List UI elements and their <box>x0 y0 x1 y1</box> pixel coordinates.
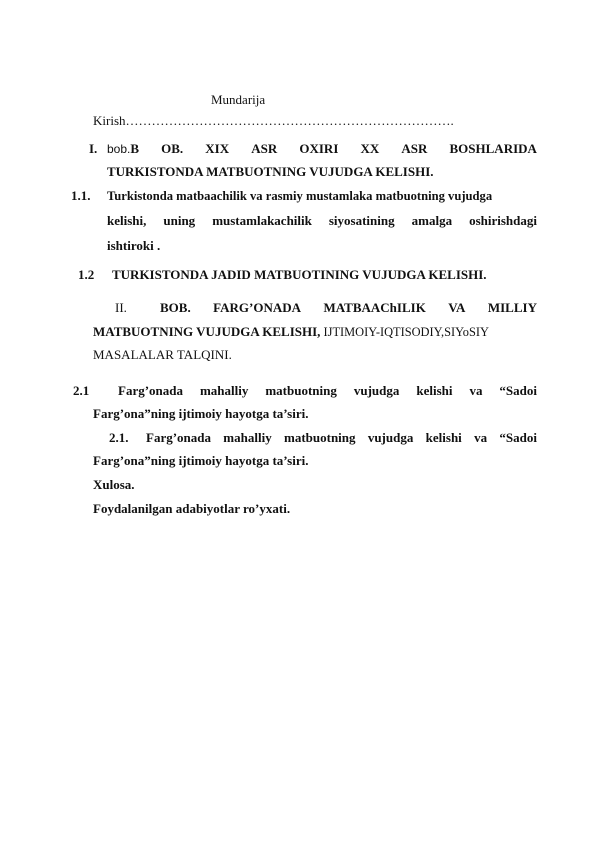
section-2-1-word: va <box>469 383 483 398</box>
bob2-title-line1 <box>160 300 537 316</box>
bob1-title-line2: TURKISTONDA MATBUOTNING VUJUDGA KELISHI. <box>107 164 434 179</box>
bob2-word: BOB. <box>160 300 191 315</box>
bob1-word: ASR <box>401 141 428 156</box>
bob2-title-line3: MASALALAR TALQINI. <box>93 347 232 362</box>
section-2-1-word: Farg’onada <box>118 383 183 398</box>
bob2-title-line2 <box>93 324 537 340</box>
section-2-1-number: 2.1 <box>73 383 90 398</box>
bob2-title-bold: MATBUOTNING VUJUDGA KELISHI, <box>93 324 321 339</box>
section-2-1b-word: “Sadoi <box>499 430 537 445</box>
bob1-word: OXIRI <box>299 141 339 156</box>
bob2-number: II. <box>115 300 127 315</box>
bob1-prefix: bob. <box>107 142 131 156</box>
section-1-1-word: kelishi, <box>107 213 147 228</box>
bob2-title-rest: IJTIMOIY-IQTISODIY,SIYoSIY <box>320 325 489 339</box>
bob1-number: I. <box>89 141 98 156</box>
section-2-1b-word: Farg’onada <box>146 430 211 445</box>
section-1-1-line3: ishtiroki . <box>107 238 161 253</box>
section-2-1b-word: vujudga <box>367 430 414 445</box>
section-1-1-word: siyosatining <box>328 213 395 228</box>
section-2-1b-line2: Farg’ona”ning ijtimoiy hayotga ta’siri. <box>93 453 309 468</box>
section-1-1-word: uning <box>163 213 196 228</box>
bob1-word: XIX <box>205 141 230 156</box>
toc-xulosa: Xulosa. <box>93 477 135 492</box>
section-2-1-word: kelishi <box>416 383 453 398</box>
section-1-2-number: 1.2 <box>78 267 95 282</box>
bob2-word: MILLIY <box>487 300 537 315</box>
section-2-1b-number: 2.1. <box>109 430 129 445</box>
section-1-1-word: mustamlakachilik <box>212 213 312 228</box>
bob2-word: VA <box>448 300 466 315</box>
section-1-1-line2 <box>107 213 537 229</box>
bob1-word: B <box>130 141 140 156</box>
section-2-1-word: matbuotning <box>265 383 337 398</box>
section-1-1-line1: Turkistonda matbaachilik va rasmiy mustamlaka matbuotning vujudga <box>107 189 493 203</box>
section-2-1b-line1 <box>146 430 537 446</box>
toc-title: Mundarija <box>211 92 266 107</box>
section-1-2-title: TURKISTONDA JADID MATBUOTINING VUJUDGA KELISHI. <box>112 267 487 282</box>
bob1-word: OB. <box>161 141 184 156</box>
section-2-1b-word: va <box>474 430 488 445</box>
section-2-1-word: vujudga <box>353 383 400 398</box>
bob1-word: ASR <box>251 141 278 156</box>
section-1-1-word: amalga <box>411 213 453 228</box>
toc-kirish: Kirish…………………………………………………………………. <box>93 113 454 128</box>
section-2-1-line2: Farg’ona”ning ijtimoiy hayotga ta’siri. <box>93 406 309 421</box>
bob1-word: XX <box>360 141 380 156</box>
section-2-1b-word: mahalliy <box>223 430 272 445</box>
section-2-1-word: “Sadoi <box>499 383 537 398</box>
bob1-title-line1 <box>107 141 537 157</box>
section-2-1b-word: kelishi <box>425 430 462 445</box>
section-2-1b-word: matbuotning <box>284 430 356 445</box>
section-2-1-line1 <box>118 383 537 399</box>
bob2-word: MATBAAChILIK <box>323 300 426 315</box>
bob1-word: BOSHLARIDA <box>449 141 537 156</box>
section-2-1-word: mahalliy <box>199 383 249 398</box>
section-1-1-number: 1.1. <box>71 188 91 203</box>
section-1-1-word: oshirishdagi <box>469 213 537 228</box>
toc-adabiyotlar: Foydalanilgan adabiyotlar ro’yxati. <box>93 501 291 516</box>
bob2-word: FARG’ONADA <box>213 300 302 315</box>
